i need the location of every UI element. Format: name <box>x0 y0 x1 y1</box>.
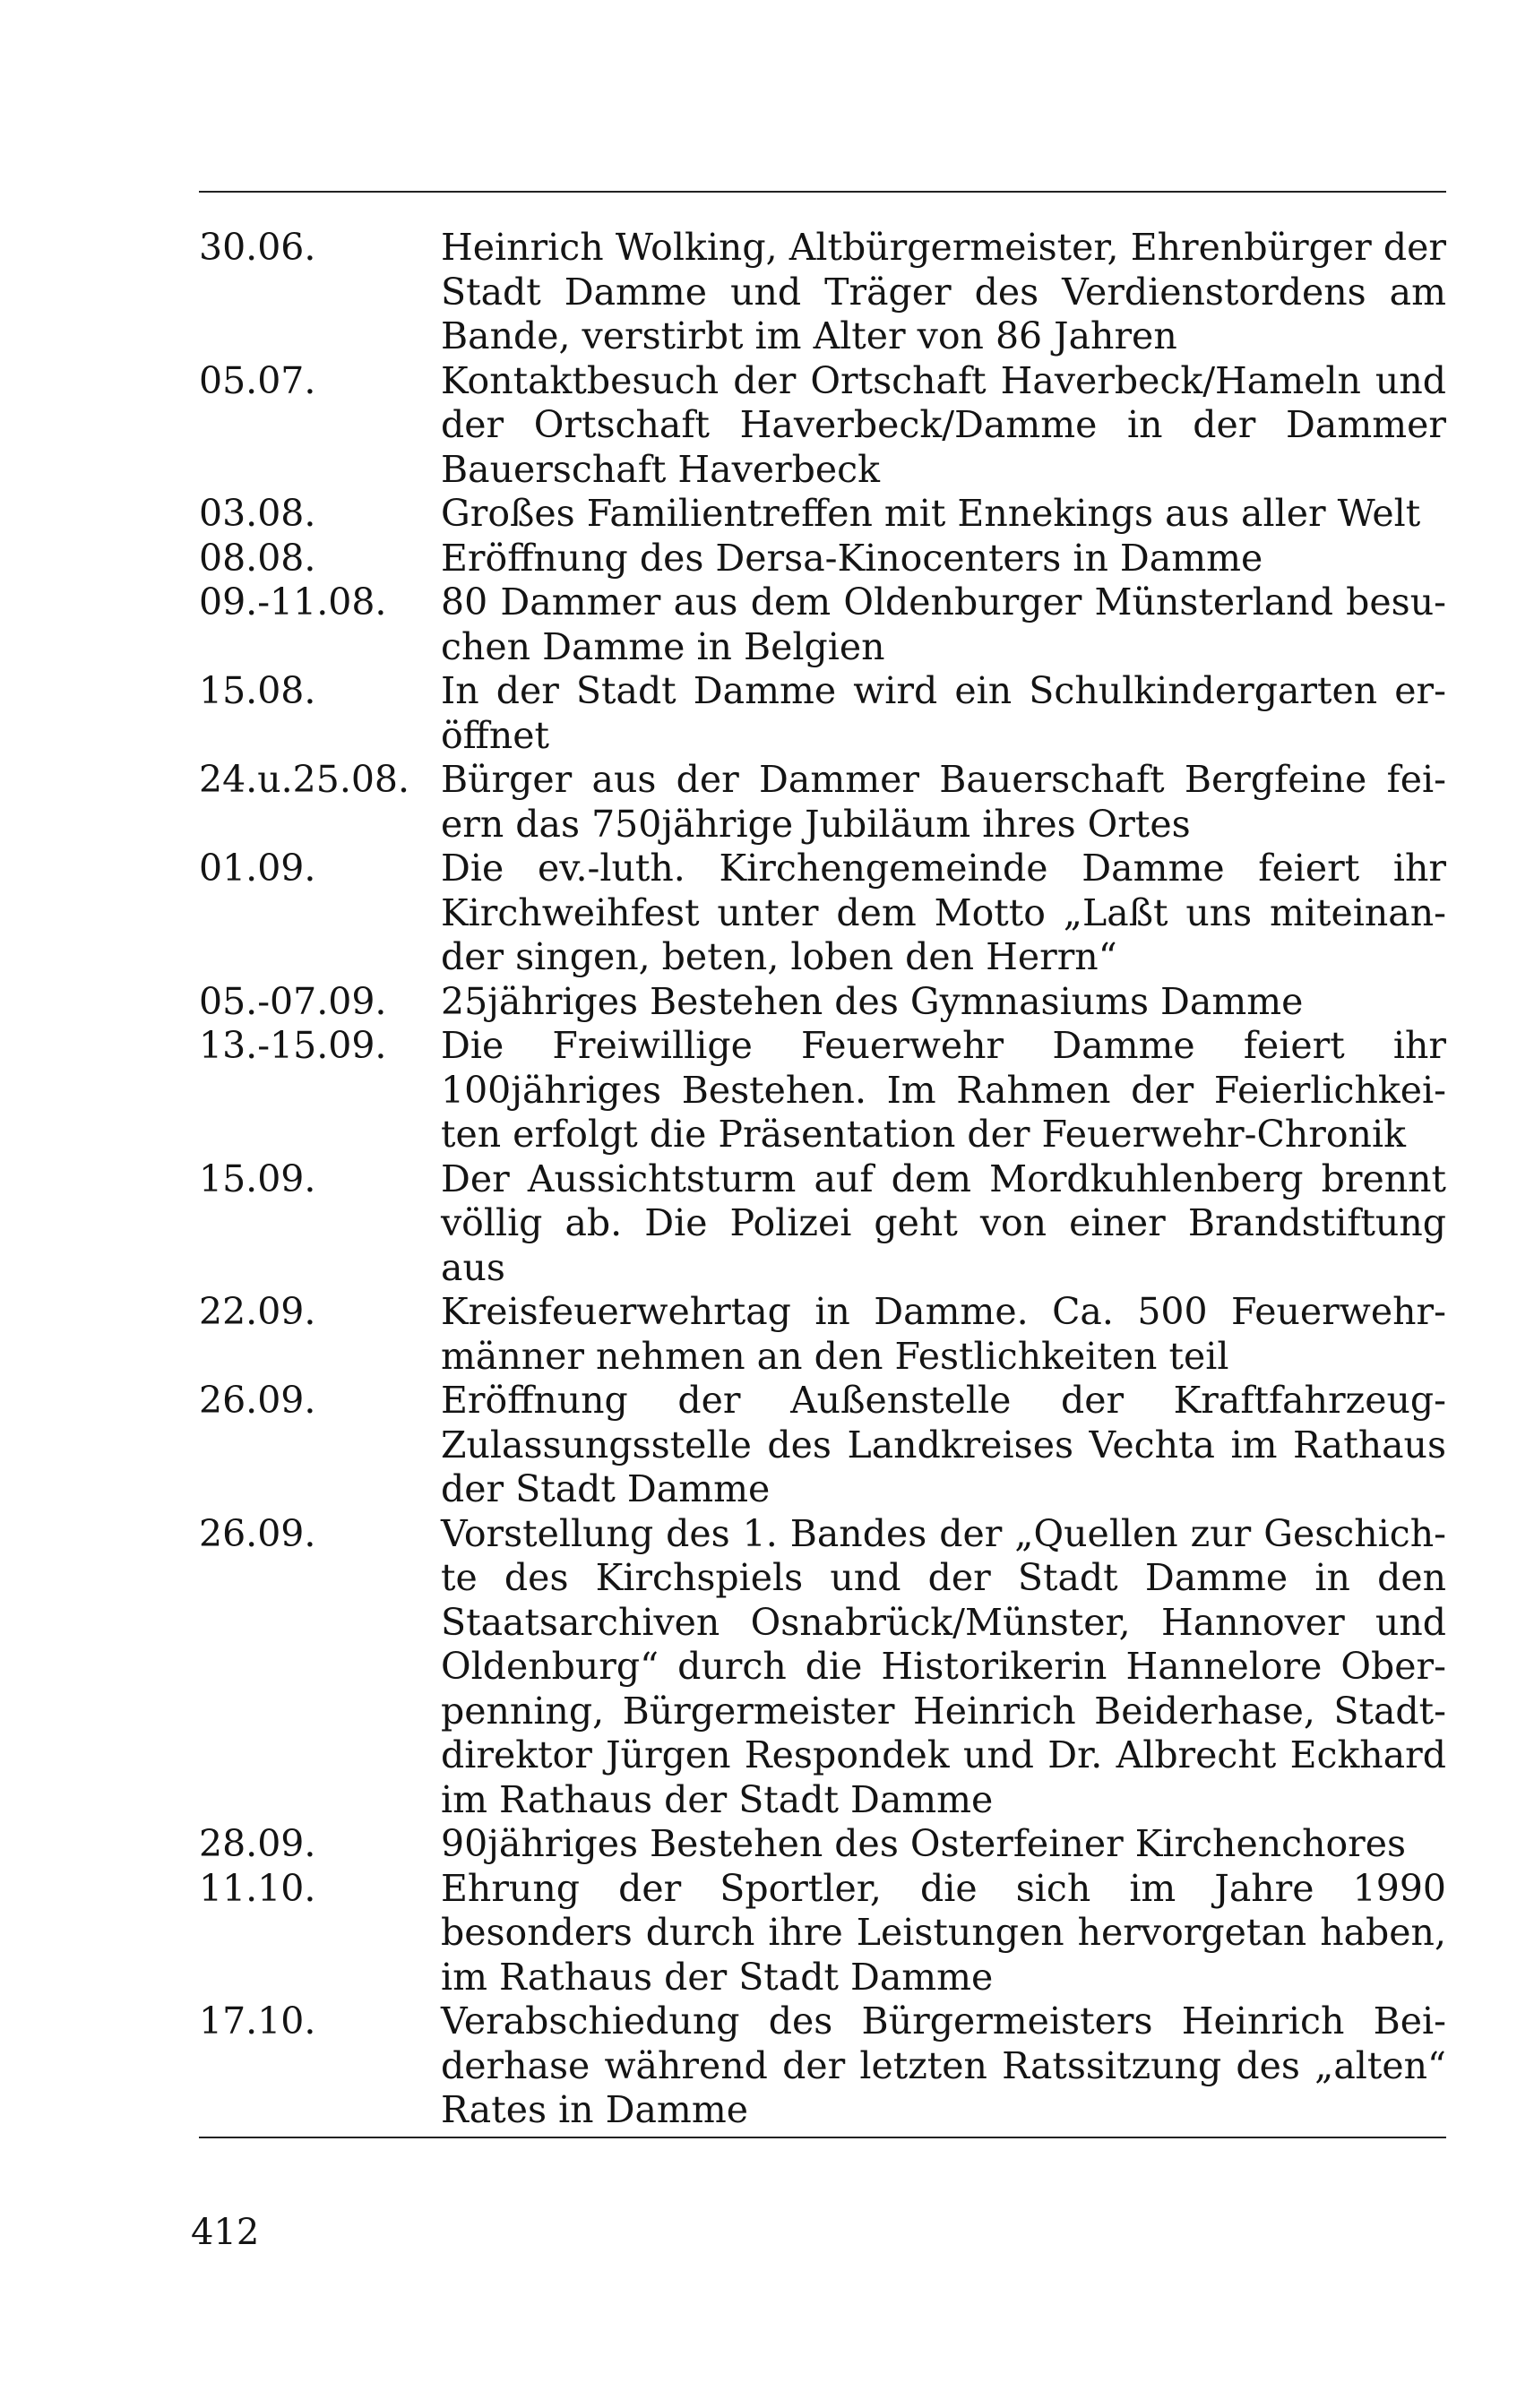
entry-date: 15.08. <box>199 669 316 712</box>
chronicle-entry <box>199 758 1446 847</box>
entry-date: 08.08. <box>199 536 316 580</box>
chronicle-entry <box>199 1024 1446 1157</box>
top-rule <box>199 191 1446 193</box>
chronicle-entry <box>199 2000 1446 2133</box>
chronicle-entry <box>199 980 1446 1025</box>
entry-date: 11.10. <box>199 1866 316 1910</box>
chronicle-entry <box>199 1157 1446 1291</box>
bottom-rule <box>199 2137 1446 2138</box>
entry-text: Heinrich Wolking, Altbürgermeister, Ehrenbürger der Stadt Damme und Träger des Verdienstordens am Bande, verstirbt im Alter von 86 Jahren <box>441 226 1446 357</box>
entry-text: Verabschiedung des Bürgermeisters Heinrich Beiderhase während der letzten Ratssitzung des „alten“ Rates in Damme <box>441 2000 1446 2131</box>
entry-text: 90jähriges Bestehen des Osterfeiner Kirchenchores <box>441 1822 1407 1865</box>
chronicle-entry <box>199 1290 1446 1379</box>
entry-text: Die Freiwillige Feuerwehr Damme feiert ihr 100jähriges Bestehen. Im Rahmen der Feierlichkeiten erfolgt die Präsentation der Feuerwehr-Chronik <box>441 1024 1446 1156</box>
entry-date: 15.09. <box>199 1157 316 1200</box>
entry-date: 28.09. <box>199 1822 316 1865</box>
entry-date: 26.09. <box>199 1379 316 1422</box>
chronicle-entry <box>199 1867 1446 2000</box>
entry-date: 05.07. <box>199 358 316 402</box>
chronicle-entry <box>199 492 1446 537</box>
entry-text: Kreisfeuerwehrtag in Damme. Ca. 500 Feuerwehrmänner nehmen an den Festlichkeiten teil <box>441 1290 1446 1378</box>
entry-date: 24.u.25.08. <box>199 758 410 801</box>
chronicle-list <box>199 226 1446 2133</box>
entry-text: Großes Familientreffen mit Ennekings aus aller Welt <box>441 492 1421 535</box>
page-number: 412 <box>191 2212 260 2253</box>
chronicle-entry <box>199 847 1446 980</box>
entry-text: 25jähriges Bestehen des Gymnasiums Damme <box>441 979 1304 1023</box>
entry-text: Ehrung der Sportler, die sich im Jahre 1990 besonders durch ihre Leistungen hervorgetan haben, im Rathaus der Stadt Damme <box>441 1866 1446 1999</box>
chronicle-entry <box>199 1379 1446 1512</box>
entry-date: 13.-15.09. <box>199 1024 387 1067</box>
entry-text: Kontaktbesuch der Ortschaft Haverbeck/Hameln und der Ortschaft Haverbeck/Damme in der Dammer Bauerschaft Haverbeck <box>441 358 1446 491</box>
entry-text: Eröffnung der Außenstelle der Kraftfahrzeug-Zulassungsstelle des Landkreises Vechta im Rathaus der Stadt Damme <box>441 1379 1446 1510</box>
entry-date: 03.08. <box>199 492 316 535</box>
entry-date: 22.09. <box>199 1290 316 1333</box>
entry-text: Der Aussichtsturm auf dem Mordkuhlenberg brennt völlig ab. Die Polizei geht von einer Brandstiftung aus <box>441 1157 1446 1289</box>
chronicle-entry <box>199 1822 1446 1867</box>
entry-date: 01.09. <box>199 847 316 890</box>
chronicle-entry <box>199 669 1446 758</box>
chronicle-entry <box>199 537 1446 581</box>
entry-date: 17.10. <box>199 2000 316 2042</box>
chronicle-entry <box>199 580 1446 669</box>
entry-date: 09.-11.08. <box>199 580 387 624</box>
entry-text: Die ev.-luth. Kirchengemeinde Damme feiert ihr Kirchweihfest unter dem Motto „Laßt uns miteinander singen, beten, loben den Herrn“ <box>441 847 1446 978</box>
chronicle-entry <box>199 226 1446 359</box>
chronicle-entry <box>199 1512 1446 1823</box>
entry-date: 05.-07.09. <box>199 979 387 1023</box>
entry-text: 80 Dammer aus dem Oldenburger Münsterland besuchen Damme in Belgien <box>441 580 1446 668</box>
entry-text: Eröffnung des Dersa-Kinocenters in Damme <box>441 536 1263 580</box>
entry-date: 30.06. <box>199 226 316 269</box>
entry-date: 26.09. <box>199 1511 316 1555</box>
chronicle-entry <box>199 359 1446 493</box>
entry-text: In der Stadt Damme wird ein Schulkindergarten eröffnet <box>441 669 1446 757</box>
entry-text: Bürger aus der Dammer Bauerschaft Bergfeine feiern das 750jährige Jubiläum ihres Ortes <box>441 758 1446 846</box>
entry-text: Vorstellung des 1. Bandes der „Quellen zur Geschichte des Kirchspiels und der Stadt Damme in den Staatsarchiven Osnabrück/Münster, Hannover und Oldenburg“ durch die Historikerin Hannelore Oberpenning, Bürgermeister Heinrich Beiderhase, Stadtdirektor Jürgen Respondek und Dr. Albrecht Eckhard im Rathaus der Stadt Damme <box>441 1511 1446 1821</box>
